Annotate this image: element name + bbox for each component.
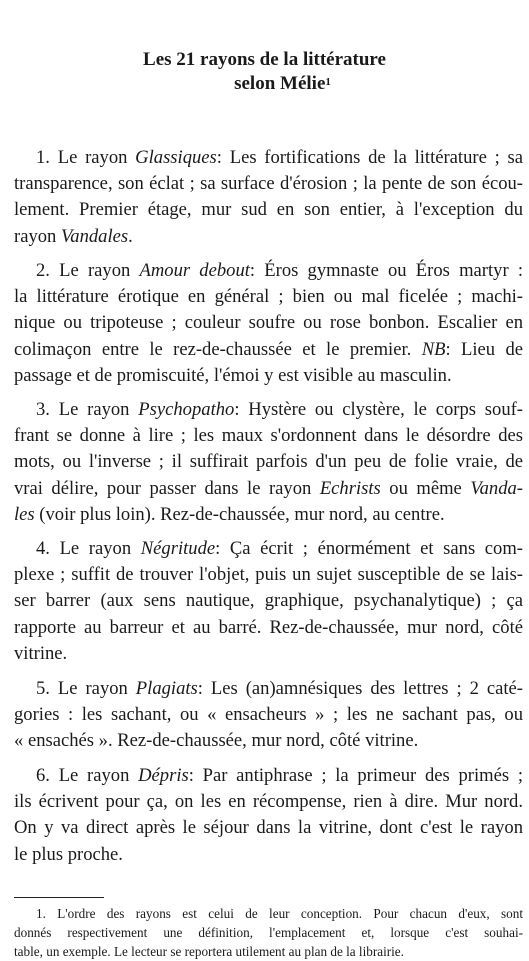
entry-2 (14, 258, 523, 389)
entry-6-line-2: ils écrivent pour ça, on les en récompense, rien à dire. Mur nord. (14, 791, 523, 813)
entry-2-line-4: colimaçon entre le rez-de-chaussée et le premier. NB: Lieu de (14, 338, 524, 360)
entry-5-line-2: gories : les sachant, ou « ensacheurs » ; les ne sachant pas, ou (14, 704, 523, 726)
entry-3-line-4: vrai délire, pour passer dans le rayon Echrists ou même Vanda- (14, 477, 523, 499)
entry-6 (14, 763, 523, 868)
entry-2-line-1: 2. Le rayon Amour debout: Éros gymnaste ou Éros martyr : (36, 260, 523, 281)
entry-1-line-2: transparence, son éclat ; sa surface d'érosion ; la pente de son écou- (14, 173, 523, 195)
entry-5 (14, 676, 523, 755)
entry-3 (14, 397, 523, 528)
entry-5-line-3: « ensachés ». Rez-de-chaussée, mur nord, côté vitrine. (14, 730, 419, 752)
footnote (14, 904, 523, 961)
entry-6-line-4: le plus proche. (14, 843, 123, 865)
rayon-name: Plagiats (135, 678, 198, 699)
entry-1-line-1: 1. Le rayon Glassiques: Les fortifications de la littérature ; sa (36, 147, 523, 168)
entry-4-line-5: vitrine. (14, 642, 68, 664)
entry-6-line-1: 6. Le rayon Dépris: Par antiphrase ; la primeur des primés ; (36, 765, 523, 786)
entry-3-line-3: mots, ou l'inverse ; il suffirait parfois d'un peu de folie vraie, de (14, 451, 523, 473)
entry-1 (14, 145, 523, 250)
entry-3-line-5: les (voir plus loin). Rez-de-chaussée, mur nord, au centre. (14, 503, 445, 525)
chapter-title-author: selon Mélie (234, 73, 326, 94)
entry-4 (14, 536, 523, 667)
entry-2-line-5: passage et de promiscuité, l'émoi y est visible au masculin. (14, 364, 452, 386)
entry-1-line-3: lement. Premier étage, mur sud en son entier, à l'exception du (14, 199, 523, 221)
footnote-line-2: donnés respectivement une définition, l'emplacement et, lorsque c'est souhai- (14, 925, 523, 940)
entry-1-line-4: rayon Vandales. (14, 225, 133, 247)
footnote-marker: 1 (325, 76, 331, 88)
entry-4-line-3: ser barrer (aux sens nautique, graphique, psychanalytique) ; ça (14, 590, 523, 612)
entry-6-line-3: On y va direct après le séjour dans la vitrine, dont c'est le rayon (14, 817, 523, 839)
footnote-line-1: 1. L'ordre des rayons est celui de leur conception. Pour chacun d'eux, sont (36, 906, 524, 921)
entry-3-line-1: 3. Le rayon Psychopatho: Hystère ou clystère, le corps souf- (36, 399, 523, 420)
chapter-title-line2 (18, 72, 529, 96)
entry-4-line-1: 4. Le rayon Négritude: Ça écrit ; énormément et sans com- (36, 538, 523, 559)
rayon-name: Psychopatho (138, 399, 235, 420)
rayon-name: Négritude (140, 538, 216, 559)
entry-5-line-1: 5. Le rayon Plagiats: Les (an)amnésiques des lettres ; 2 caté- (36, 678, 523, 699)
footnote-divider (14, 897, 104, 898)
footnote-line-3: table, un exemple. Le lecteur se reportera utilement au plan de la librairie. (14, 944, 404, 959)
entry-4-line-4: rapporte au barreur et au barré. Rez-de-chaussée, mur nord, côté (14, 616, 523, 638)
entry-2-line-3: nique ou tripoteuse ; couleur soufre ou rose bonbon. Escalier en (14, 312, 523, 334)
chapter-title-line1: Les 21 rayons de la littérature (143, 49, 386, 70)
entry-3-line-2: frant se donne à lire ; les maux s'ordonnent dans le désordre des (14, 425, 523, 447)
entry-4-line-2: plexe ; suffit de trouver l'objet, puis un sujet susceptible de se lais- (14, 564, 523, 586)
rayon-name: Glassiques (135, 147, 217, 168)
rayon-name: Amour debout (139, 260, 250, 281)
entry-2-line-2: la littérature érotique en général ; bien ou mal ficelée ; machi- (14, 286, 523, 308)
rayon-name: Dépris (138, 765, 189, 786)
